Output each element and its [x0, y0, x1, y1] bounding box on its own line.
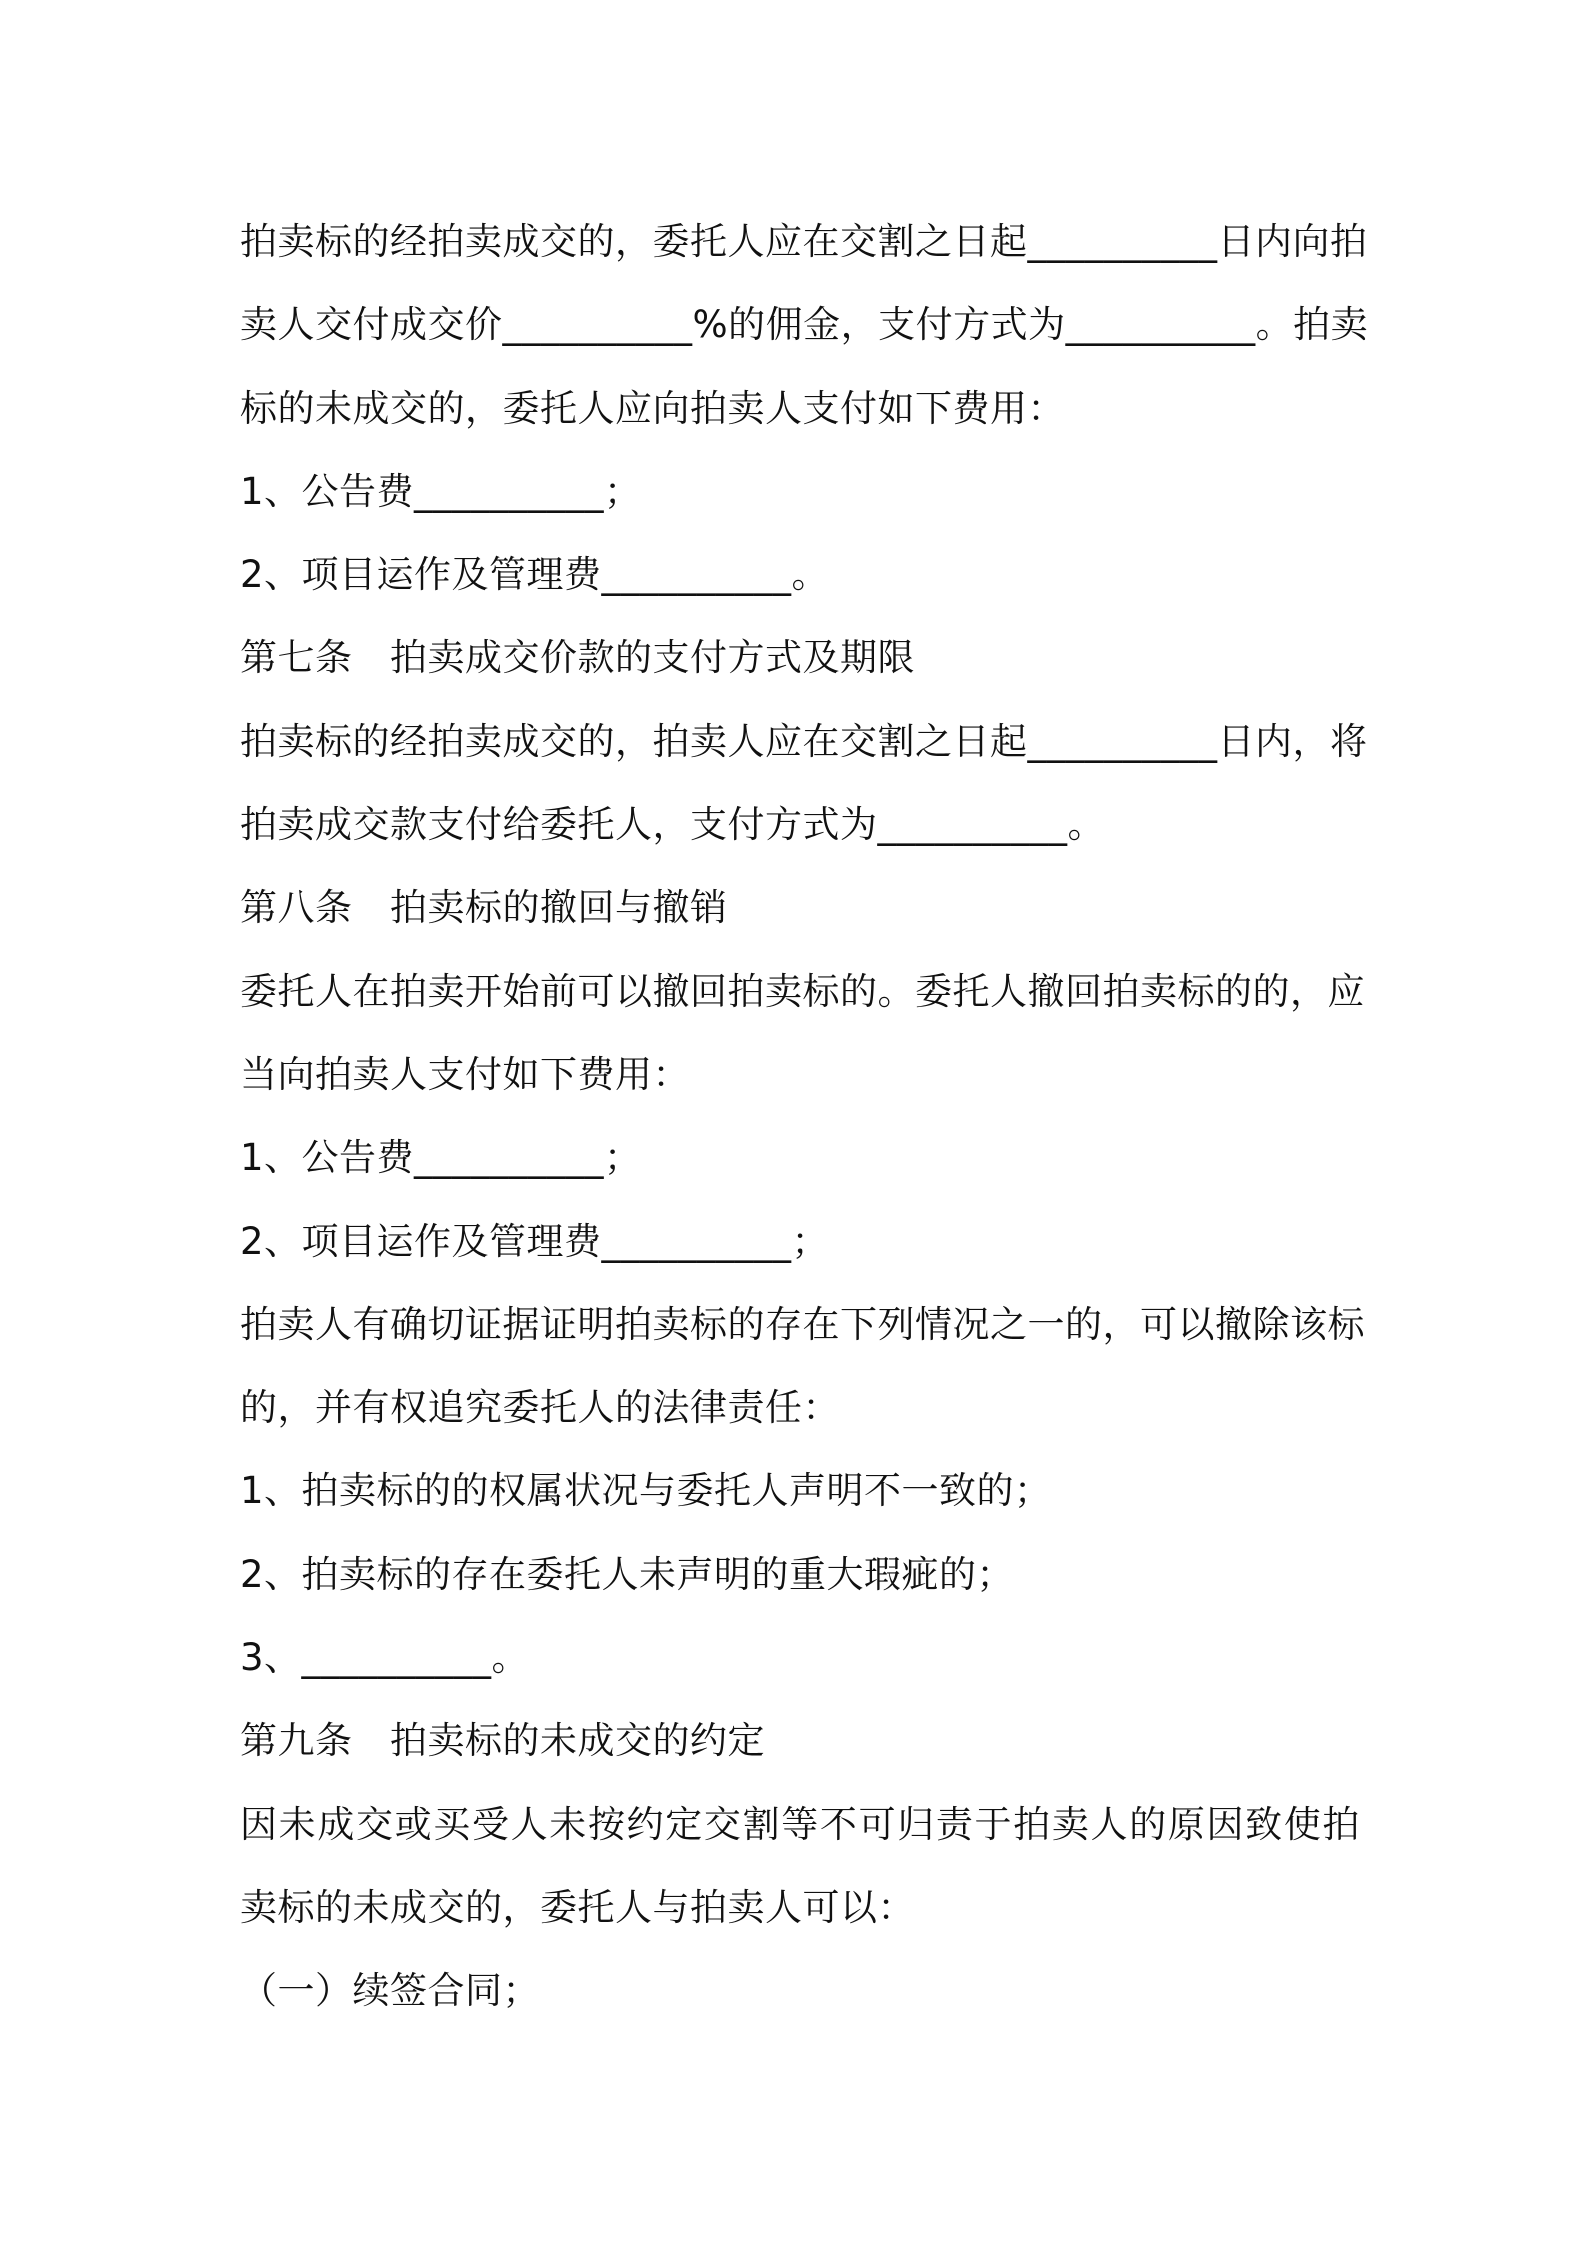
body-text-line: 委托人在拍卖开始前可以撤回拍卖标的。委托人撤回拍卖标的的，应 — [240, 969, 1365, 1013]
body-text-line: 的，并有权追究委托人的法律责任： — [240, 1386, 840, 1430]
document-body — [240, 200, 1369, 2033]
body-text-line: 拍卖成交款支付给委托人，支付方式为__________。 — [240, 803, 1105, 847]
article-title: 拍卖标的未成交的约定 — [390, 1719, 765, 1763]
body-text-line: 卖人交付成交价__________%的佣金，支付方式为__________。拍卖 — [240, 303, 1369, 347]
fee-item: 2、项目运作及管理费__________； — [240, 1219, 830, 1263]
case-item: 3、__________。 — [240, 1636, 530, 1680]
body-text-line: 标的未成交的，委托人应向拍卖人支付如下费用： — [240, 386, 1065, 430]
article-number: 第七条 — [240, 636, 353, 680]
option-item: （一）续签合同； — [240, 1969, 540, 2013]
article-title: 拍卖成交价款的支付方式及期限 — [390, 636, 915, 680]
fee-item: 1、公告费__________； — [240, 469, 642, 513]
body-text-line: 因未成交或买受人未按约定交割等不可归责于拍卖人的原因致使拍 — [240, 1802, 1360, 1846]
body-text-line: 拍卖标的经拍卖成交的，委托人应在交割之日起__________日内向拍 — [240, 220, 1368, 263]
fee-item: 1、公告费__________； — [240, 1136, 642, 1180]
article-number: 第八条 — [240, 886, 353, 930]
article-heading — [240, 616, 1360, 699]
article-heading — [240, 866, 1360, 949]
article-heading — [240, 1699, 1360, 1782]
case-item: 1、拍卖标的的权属状况与委托人声明不一致的； — [240, 1469, 1052, 1513]
fee-item: 2、项目运作及管理费__________。 — [240, 553, 830, 597]
article-title: 拍卖标的撤回与撤销 — [390, 886, 728, 930]
article-number: 第九条 — [240, 1719, 353, 1763]
body-text-line: 当向拍卖人支付如下费用： — [240, 1052, 690, 1096]
body-text-line: 卖标的未成交的，委托人与拍卖人可以： — [240, 1885, 915, 1929]
body-text-line: 拍卖人有确切证据证明拍卖标的存在下列情况之一的，可以撤除该标 — [240, 1302, 1365, 1346]
body-text-line: 拍卖标的经拍卖成交的，拍卖人应在交割之日起__________日内，将 — [240, 719, 1368, 763]
case-item: 2、拍卖标的存在委托人未声明的重大瑕疵的； — [240, 1552, 1015, 1596]
